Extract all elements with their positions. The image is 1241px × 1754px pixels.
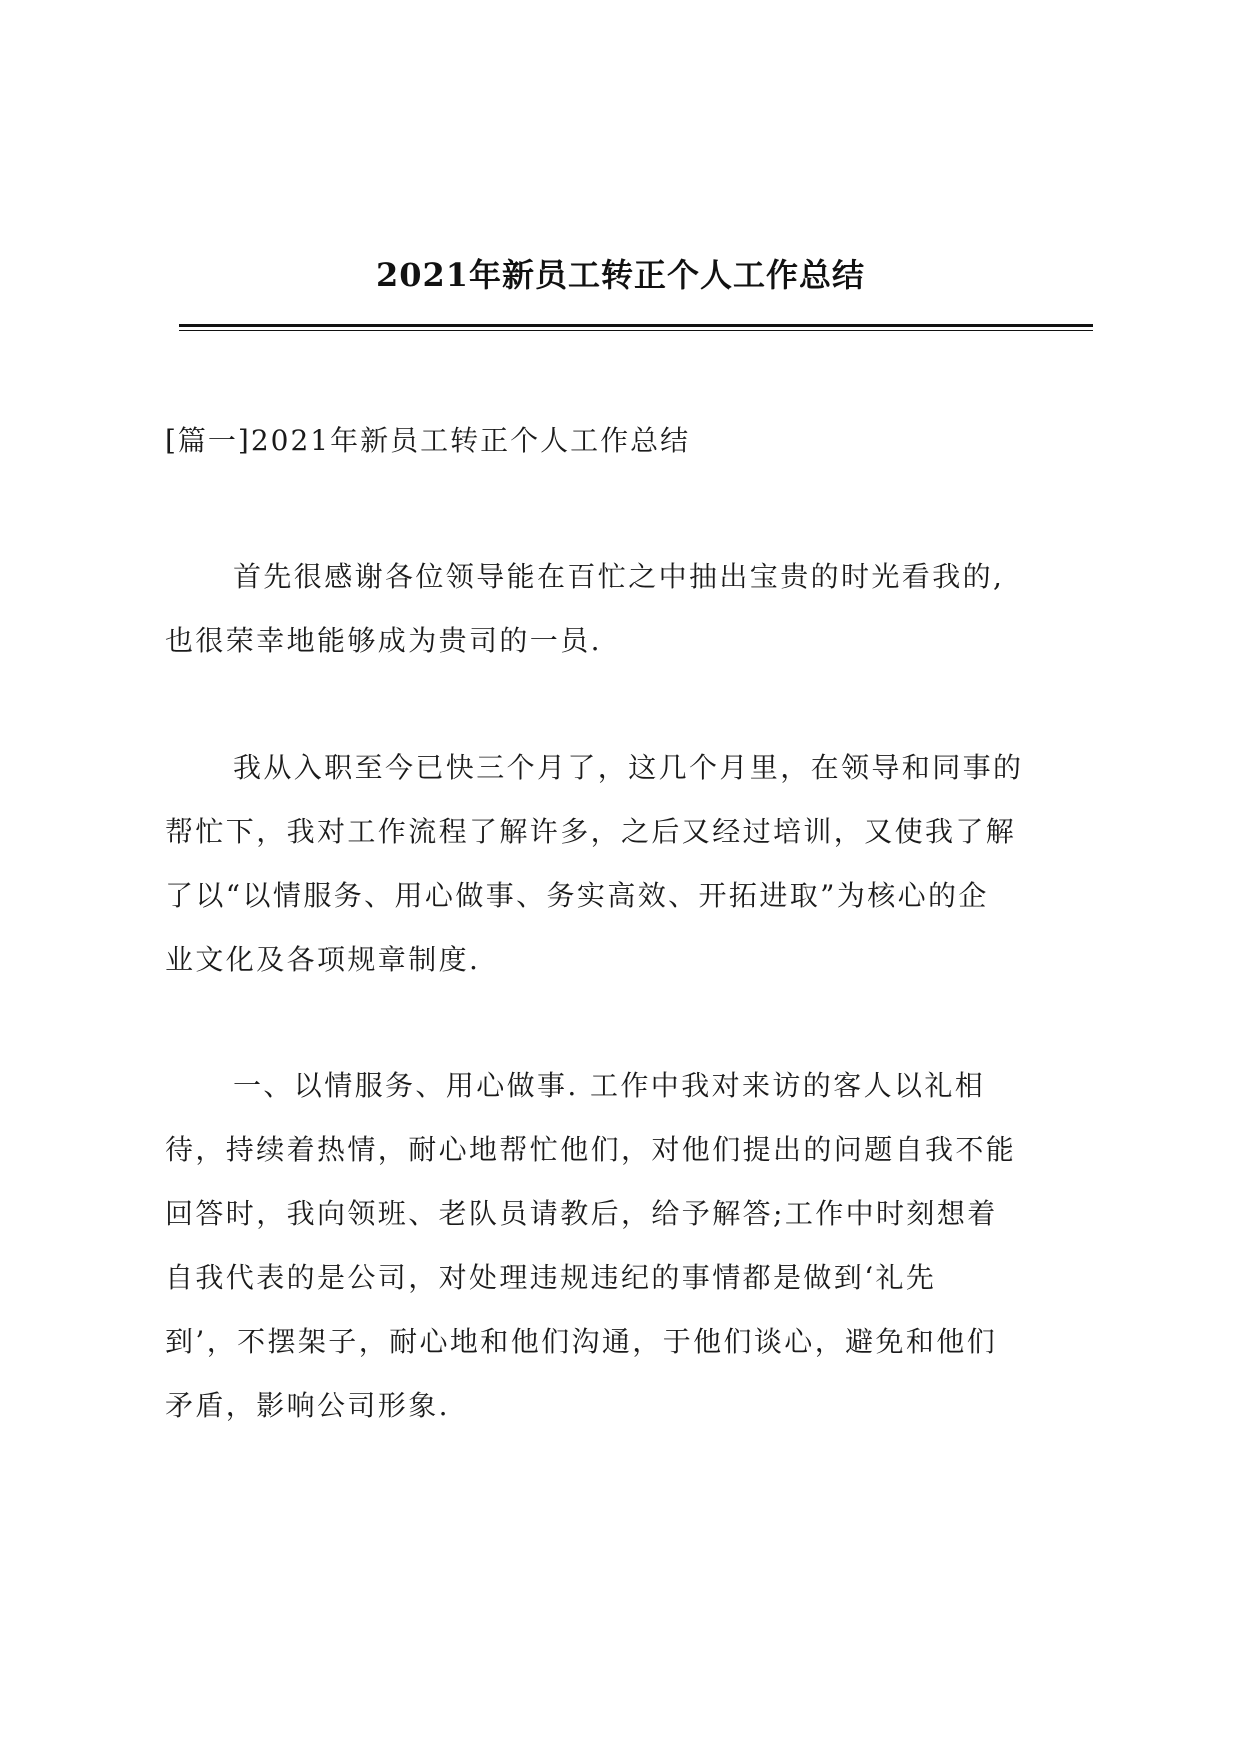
paragraph-3	[165, 1054, 1093, 1438]
paragraph-line: 帮忙下，我对工作流程了解许多，之后又经过培训，又使我了解	[165, 815, 1017, 848]
paragraph-line: 回答时，我向领班、老队员请教后，给予解答;工作中时刻想着	[165, 1197, 998, 1230]
paragraph-line: 到’，不摆架子，耐心地和他们沟通，于他们谈心，避免和他们	[165, 1325, 998, 1358]
paragraph-line: 也很荣幸地能够成为贵司的一员.	[165, 624, 602, 657]
paragraph-line: 我从入职至今已快三个月了，这几个月里，在领导和同事的	[233, 751, 1024, 784]
section-heading: [篇一]2021年新员工转正个人工作总结	[165, 424, 691, 457]
title-divider-thick	[179, 324, 1093, 327]
document-title: 2021年新员工转正个人工作总结	[375, 256, 866, 294]
paragraph-line: 业文化及各项规章制度.	[165, 943, 481, 976]
paragraph-line: 矛盾，影响公司形象.	[165, 1389, 450, 1422]
paragraph-2	[165, 736, 1093, 992]
paragraph-line: 待，持续着热情，耐心地帮忙他们，对他们提出的问题自我不能	[165, 1133, 1017, 1166]
title-divider-thin	[179, 330, 1093, 331]
paragraph-line: 一、以情服务、用心做事. 工作中我对来访的客人以礼相	[233, 1069, 986, 1102]
paragraph-1	[165, 545, 1093, 673]
paragraph-line: 自我代表的是公司，对处理违规违纪的事情都是做到‘礼先	[165, 1261, 937, 1294]
paragraph-line: 了以“以情服务、用心做事、务实高效、开拓进取”为核心的企	[165, 879, 989, 912]
paragraph-line: 首先很感谢各位领导能在百忙之中抽出宝贵的时光看我的,	[233, 560, 1005, 593]
